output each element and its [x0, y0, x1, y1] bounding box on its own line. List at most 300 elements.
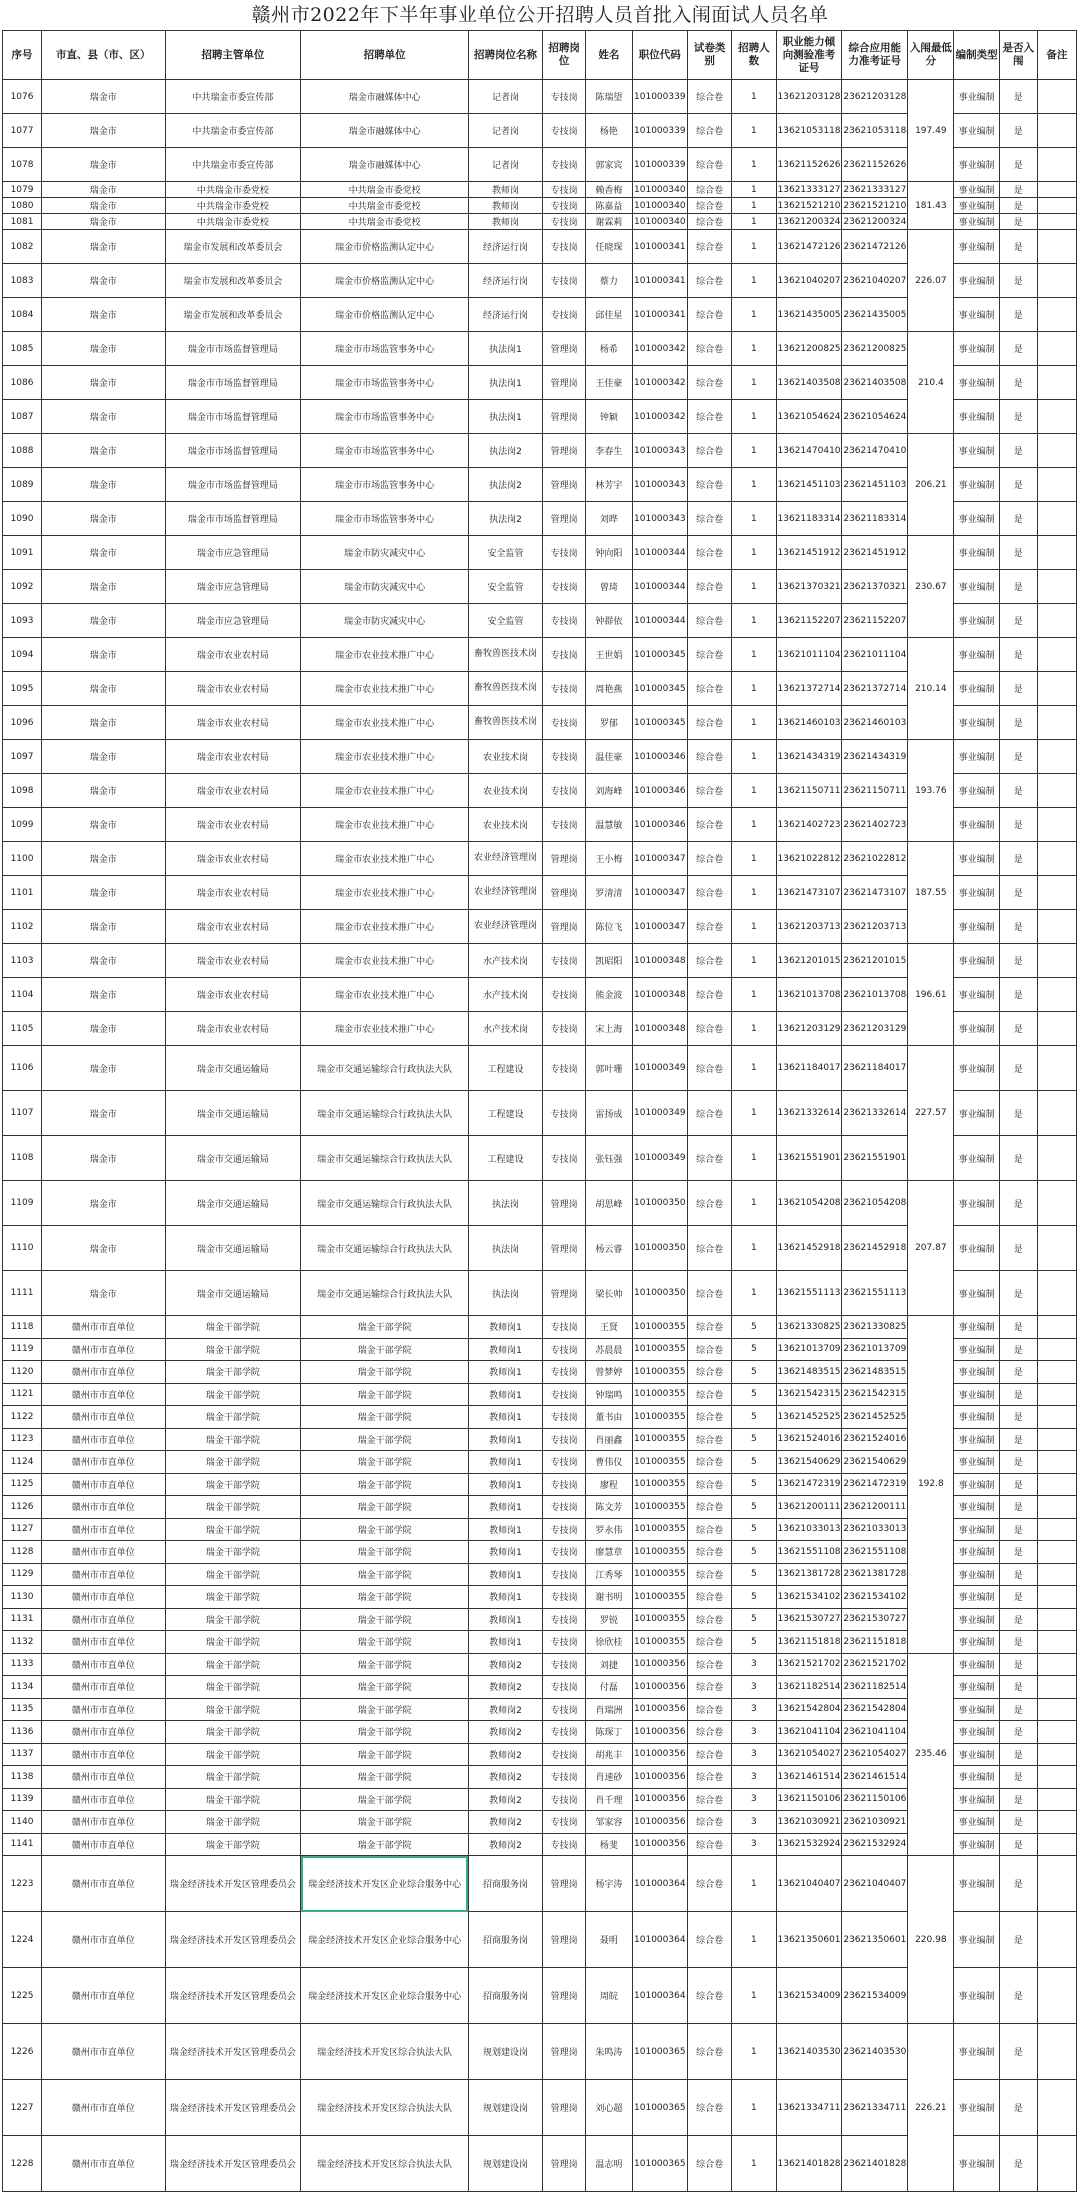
- seq-cell: 1084: [3, 298, 42, 332]
- shortlist-cell: 是: [999, 366, 1037, 400]
- min-score-cell: 193.76: [908, 740, 954, 842]
- paper-cell: 综合卷: [688, 1563, 732, 1586]
- seq-cell: 1076: [3, 80, 42, 114]
- exam1-id-cell: 13621350601: [776, 1912, 842, 1968]
- remark-cell: [1037, 1653, 1076, 1676]
- unit-cell: 瑞金市融媒体中心: [301, 114, 469, 148]
- code-cell: 101000340: [632, 198, 688, 214]
- exam1-id-cell: 13621184017: [776, 1046, 842, 1091]
- unit-cell: 瑞金市融媒体中心: [301, 80, 469, 114]
- post-name-cell: 招商服务岗: [468, 1856, 542, 1912]
- exam2-id-cell: 23621011104: [842, 638, 908, 672]
- header-cell: 是否入闱: [999, 31, 1037, 80]
- exam1-id-cell: 13621201015: [776, 944, 842, 978]
- shortlist-cell: 是: [999, 536, 1037, 570]
- paper-cell: 综合卷: [688, 434, 732, 468]
- staff-type-cell: 事业编制: [954, 366, 999, 400]
- staff-type-cell: 事业编制: [954, 2080, 999, 2136]
- seq-cell: 1081: [3, 214, 42, 230]
- paper-cell: 综合卷: [688, 332, 732, 366]
- min-score-cell: 227.57: [908, 1046, 954, 1181]
- unit-cell: 瑞金干部学院: [301, 1788, 469, 1811]
- exam2-id-cell: 23621022812: [842, 842, 908, 876]
- post-name-cell: 教师岗2: [468, 1721, 542, 1744]
- paper-cell: 综合卷: [688, 1046, 732, 1091]
- exam1-id-cell: 13621403530: [776, 2024, 842, 2080]
- staff-type-cell: 事业编制: [954, 944, 999, 978]
- seq-cell: 1225: [3, 1968, 42, 2024]
- unit-cell: 瑞金经济技术开发区企业综合服务中心: [301, 1968, 469, 2024]
- dept-cell: 瑞金经济技术开发区管理委员会: [165, 2136, 301, 2192]
- seq-cell: 1098: [3, 774, 42, 808]
- remark-cell: [1037, 400, 1076, 434]
- table-row: [3, 182, 1077, 198]
- post-name-cell: 农业经济管理岗: [468, 910, 542, 944]
- paper-cell: 综合卷: [688, 182, 732, 198]
- region-cell: 赣州市市直单位: [42, 1383, 165, 1406]
- code-cell: 101000356: [632, 1811, 688, 1834]
- paper-cell: 综合卷: [688, 1451, 732, 1474]
- region-cell: 瑞金市: [42, 978, 165, 1012]
- unit-cell: 瑞金干部学院: [301, 1653, 469, 1676]
- name-cell: 凯昭阳: [586, 944, 632, 978]
- dept-cell: 瑞金市应急管理局: [165, 604, 301, 638]
- post-type-cell: 专技岗: [543, 808, 586, 842]
- staff-type-cell: 事业编制: [954, 298, 999, 332]
- remark-cell: [1037, 1338, 1076, 1361]
- staff-type-cell: 事业编制: [954, 740, 999, 774]
- post-name-cell: 执法岗: [468, 1271, 542, 1316]
- code-cell: 101000348: [632, 944, 688, 978]
- staff-type-cell: 事业编制: [954, 1091, 999, 1136]
- exam1-id-cell: 13621332614: [776, 1091, 842, 1136]
- name-cell: 徐欣桂: [586, 1631, 632, 1654]
- name-cell: 刘海峰: [586, 774, 632, 808]
- exam1-id-cell: 13621381728: [776, 1563, 842, 1586]
- quota-cell: 5: [732, 1406, 776, 1429]
- name-cell: 王小梅: [586, 842, 632, 876]
- code-cell: 101000342: [632, 366, 688, 400]
- name-cell: 郭叶珊: [586, 1046, 632, 1091]
- name-cell: 肖瑞洲: [586, 1698, 632, 1721]
- code-cell: 101000339: [632, 114, 688, 148]
- paper-cell: 综合卷: [688, 808, 732, 842]
- quota-cell: 5: [732, 1518, 776, 1541]
- name-cell: 杨艳: [586, 114, 632, 148]
- seq-cell: 1107: [3, 1091, 42, 1136]
- exam2-id-cell: 23621542804: [842, 1698, 908, 1721]
- dept-cell: 瑞金干部学院: [165, 1406, 301, 1429]
- post-name-cell: 教师岗2: [468, 1811, 542, 1834]
- quota-cell: 3: [732, 1788, 776, 1811]
- seq-cell: 1100: [3, 842, 42, 876]
- remark-cell: [1037, 502, 1076, 536]
- shortlist-cell: 是: [999, 706, 1037, 740]
- dept-cell: 瑞金市交通运输局: [165, 1226, 301, 1271]
- region-cell: 瑞金市: [42, 1136, 165, 1181]
- staff-type-cell: 事业编制: [954, 706, 999, 740]
- remark-cell: [1037, 570, 1076, 604]
- code-cell: 101000365: [632, 2024, 688, 2080]
- exam2-id-cell: 23621200825: [842, 332, 908, 366]
- region-cell: 瑞金市: [42, 1046, 165, 1091]
- quota-cell: 5: [732, 1541, 776, 1564]
- post-type-cell: 专技岗: [543, 298, 586, 332]
- exam1-id-cell: 13621011104: [776, 638, 842, 672]
- quota-cell: 1: [732, 80, 776, 114]
- post-type-cell: 专技岗: [543, 1811, 586, 1834]
- unit-cell: 瑞金干部学院: [301, 1721, 469, 1744]
- exam1-id-cell: 13621461514: [776, 1766, 842, 1789]
- region-cell: 瑞金市: [42, 774, 165, 808]
- table-row: [3, 638, 1077, 672]
- post-type-cell: 专技岗: [543, 230, 586, 264]
- code-cell: 101000341: [632, 230, 688, 264]
- post-type-cell: 专技岗: [543, 1496, 586, 1519]
- shortlist-cell: 是: [999, 1586, 1037, 1609]
- exam1-id-cell: 13621203129: [776, 1012, 842, 1046]
- post-name-cell: 执法岗1: [468, 332, 542, 366]
- quota-cell: 1: [732, 774, 776, 808]
- seq-cell: 1124: [3, 1451, 42, 1474]
- paper-cell: 综合卷: [688, 1586, 732, 1609]
- post-type-cell: 专技岗: [543, 1451, 586, 1474]
- region-cell: 赣州市市直单位: [42, 1653, 165, 1676]
- unit-cell: 瑞金干部学院: [301, 1563, 469, 1586]
- name-cell: 杨希: [586, 332, 632, 366]
- dept-cell: 瑞金市农业农村局: [165, 876, 301, 910]
- post-name-cell: 规划建设岗: [468, 2136, 542, 2192]
- exam1-id-cell: 13621530727: [776, 1608, 842, 1631]
- min-score-cell: 192.8: [908, 1316, 954, 1654]
- seq-cell: 1110: [3, 1226, 42, 1271]
- dept-cell: 瑞金市市场监督管理局: [165, 434, 301, 468]
- region-cell: 赣州市市直单位: [42, 1788, 165, 1811]
- paper-cell: 综合卷: [688, 706, 732, 740]
- code-cell: 101000350: [632, 1271, 688, 1316]
- seq-cell: 1094: [3, 638, 42, 672]
- post-name-cell: 执法岗1: [468, 366, 542, 400]
- dept-cell: 瑞金市交通运输局: [165, 1046, 301, 1091]
- remark-cell: [1037, 1518, 1076, 1541]
- shortlist-cell: 是: [999, 434, 1037, 468]
- unit-cell: 瑞金市农业技术推广中心: [301, 706, 469, 740]
- seq-cell: 1087: [3, 400, 42, 434]
- code-cell: 101000340: [632, 182, 688, 198]
- exam2-id-cell: 23621530727: [842, 1608, 908, 1631]
- quota-cell: 1: [732, 638, 776, 672]
- exam1-id-cell: 13621534009: [776, 1968, 842, 2024]
- quota-cell: 1: [732, 944, 776, 978]
- post-type-cell: 管理岗: [543, 366, 586, 400]
- code-cell: 101000348: [632, 978, 688, 1012]
- shortlist-cell: 是: [999, 1496, 1037, 1519]
- name-cell: 杨斐: [586, 1833, 632, 1856]
- exam2-id-cell: 23621054027: [842, 1743, 908, 1766]
- exam2-id-cell: 23621452918: [842, 1226, 908, 1271]
- post-type-cell: 管理岗: [543, 2136, 586, 2192]
- staff-type-cell: 事业编制: [954, 1383, 999, 1406]
- exam1-id-cell: 13621334711: [776, 2080, 842, 2136]
- unit-cell: 瑞金市市场监管事务中心: [301, 332, 469, 366]
- remark-cell: [1037, 604, 1076, 638]
- exam1-id-cell: 13621452918: [776, 1226, 842, 1271]
- quota-cell: 1: [732, 1181, 776, 1226]
- remark-cell: [1037, 638, 1076, 672]
- table-row: [3, 944, 1077, 978]
- quota-cell: 1: [732, 1091, 776, 1136]
- seq-cell: 1128: [3, 1541, 42, 1564]
- post-type-cell: 专技岗: [543, 1012, 586, 1046]
- region-cell: 瑞金市: [42, 502, 165, 536]
- quota-cell: 1: [732, 400, 776, 434]
- code-cell: 101000355: [632, 1518, 688, 1541]
- quota-cell: 1: [732, 1012, 776, 1046]
- region-cell: 赣州市市直单位: [42, 1912, 165, 1968]
- shortlist-cell: 是: [999, 1766, 1037, 1789]
- quota-cell: 1: [732, 1046, 776, 1091]
- code-cell: 101000355: [632, 1316, 688, 1339]
- shortlist-cell: 是: [999, 2024, 1037, 2080]
- unit-cell: 瑞金干部学院: [301, 1811, 469, 1834]
- exam2-id-cell: 23621203713: [842, 910, 908, 944]
- unit-cell: 瑞金干部学院: [301, 1338, 469, 1361]
- code-cell: 101000342: [632, 400, 688, 434]
- post-name-cell: 教师岗1: [468, 1361, 542, 1384]
- paper-cell: 综合卷: [688, 1136, 732, 1181]
- exam1-id-cell: 13621460103: [776, 706, 842, 740]
- region-cell: 赣州市市直单位: [42, 1361, 165, 1384]
- exam2-id-cell: 23621333127: [842, 182, 908, 198]
- name-cell: 董书由: [586, 1406, 632, 1429]
- code-cell: 101000349: [632, 1136, 688, 1181]
- dept-cell: 瑞金干部学院: [165, 1316, 301, 1339]
- paper-cell: 综合卷: [688, 1518, 732, 1541]
- quota-cell: 3: [732, 1698, 776, 1721]
- exam1-id-cell: 13621435005: [776, 298, 842, 332]
- region-cell: 赣州市市直单位: [42, 1496, 165, 1519]
- min-score-cell: 187.55: [908, 842, 954, 944]
- header-cell: 备注: [1037, 31, 1076, 80]
- code-cell: 101000356: [632, 1766, 688, 1789]
- code-cell: 101000341: [632, 298, 688, 332]
- exam2-id-cell: 23621452525: [842, 1406, 908, 1429]
- shortlist-cell: 是: [999, 502, 1037, 536]
- code-cell: 101000344: [632, 536, 688, 570]
- name-cell: 罗永伟: [586, 1518, 632, 1541]
- post-name-cell: 执法岗2: [468, 468, 542, 502]
- code-cell: 101000348: [632, 1012, 688, 1046]
- staff-type-cell: 事业编制: [954, 264, 999, 298]
- remark-cell: [1037, 1541, 1076, 1564]
- unit-cell: 中共瑞金市委党校: [301, 214, 469, 230]
- post-name-cell: 记者岗: [468, 80, 542, 114]
- seq-cell: 1125: [3, 1473, 42, 1496]
- dept-cell: 瑞金干部学院: [165, 1496, 301, 1519]
- exam1-id-cell: 13621551901: [776, 1136, 842, 1181]
- header-cell: 职位代码: [632, 31, 688, 80]
- shortlist-cell: 是: [999, 1856, 1037, 1912]
- region-cell: 瑞金市: [42, 468, 165, 502]
- unit-cell: 瑞金干部学院: [301, 1496, 469, 1519]
- post-type-cell: 专技岗: [543, 638, 586, 672]
- name-cell: 朱鸣涛: [586, 2024, 632, 2080]
- exam1-id-cell: 13621183314: [776, 502, 842, 536]
- remark-cell: [1037, 1631, 1076, 1654]
- remark-cell: [1037, 1428, 1076, 1451]
- shortlist-cell: 是: [999, 468, 1037, 502]
- unit-cell: 瑞金市交通运输综合行政执法大队: [301, 1271, 469, 1316]
- min-score-cell: 220.98: [908, 1856, 954, 2024]
- post-type-cell: 专技岗: [543, 1653, 586, 1676]
- header-cell: 职业能力倾向测验准考证号: [776, 31, 842, 80]
- paper-cell: 综合卷: [688, 2080, 732, 2136]
- header-cell: 编制类型: [954, 31, 999, 80]
- dept-cell: 中共瑞金市委宣传部: [165, 114, 301, 148]
- staff-type-cell: 事业编制: [954, 604, 999, 638]
- unit-cell: 瑞金干部学院: [301, 1361, 469, 1384]
- shortlist-cell: 是: [999, 808, 1037, 842]
- paper-cell: 综合卷: [688, 876, 732, 910]
- paper-cell: 综合卷: [688, 230, 732, 264]
- post-name-cell: 教师岗1: [468, 1406, 542, 1429]
- paper-cell: 综合卷: [688, 1608, 732, 1631]
- post-name-cell: 执法岗: [468, 1226, 542, 1271]
- exam1-id-cell: 13621402723: [776, 808, 842, 842]
- shortlist-cell: 是: [999, 1653, 1037, 1676]
- remark-cell: [1037, 1698, 1076, 1721]
- post-type-cell: 专技岗: [543, 1316, 586, 1339]
- post-type-cell: 管理岗: [543, 1912, 586, 1968]
- post-name-cell: 工程建设: [468, 1091, 542, 1136]
- exam1-id-cell: 13621040207: [776, 264, 842, 298]
- unit-cell: 瑞金市农业技术推广中心: [301, 944, 469, 978]
- quota-cell: 1: [732, 148, 776, 182]
- dept-cell: 中共瑞金市委党校: [165, 198, 301, 214]
- remark-cell: [1037, 910, 1076, 944]
- remark-cell: [1037, 2080, 1076, 2136]
- region-cell: 瑞金市: [42, 944, 165, 978]
- post-name-cell: 规划建设岗: [468, 2080, 542, 2136]
- quota-cell: 3: [732, 1743, 776, 1766]
- seq-cell: 1099: [3, 808, 42, 842]
- post-name-cell: 教师岗1: [468, 1586, 542, 1609]
- exam2-id-cell: 23621403508: [842, 366, 908, 400]
- region-cell: 瑞金市: [42, 298, 165, 332]
- exam2-id-cell: 23621041104: [842, 1721, 908, 1744]
- dept-cell: 瑞金市发展和改革委员会: [165, 230, 301, 264]
- quota-cell: 5: [732, 1473, 776, 1496]
- remark-cell: [1037, 298, 1076, 332]
- post-name-cell: 教师岗1: [468, 1473, 542, 1496]
- exam1-id-cell: 13621033013: [776, 1518, 842, 1541]
- code-cell: 101000341: [632, 264, 688, 298]
- header-cell: 招聘主管单位: [165, 31, 301, 80]
- post-name-cell: 水产技术岗: [468, 1012, 542, 1046]
- paper-cell: 综合卷: [688, 978, 732, 1012]
- quota-cell: 5: [732, 1631, 776, 1654]
- shortlist-cell: 是: [999, 80, 1037, 114]
- exam2-id-cell: 23621201015: [842, 944, 908, 978]
- post-name-cell: 教师岗1: [468, 1518, 542, 1541]
- table-row: [3, 2024, 1077, 2080]
- quota-cell: 1: [732, 502, 776, 536]
- post-type-cell: 专技岗: [543, 1676, 586, 1699]
- dept-cell: 瑞金市农业农村局: [165, 672, 301, 706]
- remark-cell: [1037, 808, 1076, 842]
- code-cell: 101000347: [632, 842, 688, 876]
- exam2-id-cell: 23621203129: [842, 1012, 908, 1046]
- name-cell: 杨宇涛: [586, 1856, 632, 1912]
- dept-cell: 瑞金市农业农村局: [165, 910, 301, 944]
- seq-cell: 1086: [3, 366, 42, 400]
- region-cell: 赣州市市直单位: [42, 1676, 165, 1699]
- post-type-cell: 专技岗: [543, 1136, 586, 1181]
- remark-cell: [1037, 198, 1076, 214]
- shortlist-cell: 是: [999, 876, 1037, 910]
- remark-cell: [1037, 2136, 1076, 2192]
- name-cell: 周皖: [586, 1968, 632, 2024]
- dept-cell: 瑞金干部学院: [165, 1653, 301, 1676]
- staff-type-cell: 事业编制: [954, 1631, 999, 1654]
- post-name-cell: 教师岗: [468, 214, 542, 230]
- post-name-cell: 教师岗1: [468, 1496, 542, 1519]
- shortlist-cell: 是: [999, 1788, 1037, 1811]
- region-cell: 瑞金市: [42, 214, 165, 230]
- dept-cell: 瑞金市市场监督管理局: [165, 332, 301, 366]
- header-cell: 姓名: [586, 31, 632, 80]
- seq-cell: 1090: [3, 502, 42, 536]
- shortlist-cell: 是: [999, 1271, 1037, 1316]
- quota-cell: 5: [732, 1586, 776, 1609]
- name-cell: 张钰强: [586, 1136, 632, 1181]
- dept-cell: 瑞金干部学院: [165, 1451, 301, 1474]
- shortlist-cell: 是: [999, 842, 1037, 876]
- exam1-id-cell: 13621451103: [776, 468, 842, 502]
- post-type-cell: 管理岗: [543, 1968, 586, 2024]
- seq-cell: 1103: [3, 944, 42, 978]
- paper-cell: 综合卷: [688, 774, 732, 808]
- region-cell: 赣州市市直单位: [42, 1766, 165, 1789]
- name-cell: 温佳豪: [586, 740, 632, 774]
- region-cell: 赣州市市直单位: [42, 1473, 165, 1496]
- dept-cell: 瑞金干部学院: [165, 1518, 301, 1541]
- seq-cell: 1131: [3, 1608, 42, 1631]
- exam1-id-cell: 13621152207: [776, 604, 842, 638]
- post-name-cell: 畜牧兽医技术岗: [468, 638, 542, 672]
- staff-type-cell: 事业编制: [954, 672, 999, 706]
- quota-cell: 1: [732, 740, 776, 774]
- code-cell: 101000355: [632, 1631, 688, 1654]
- seq-cell: 1085: [3, 332, 42, 366]
- exam2-id-cell: 23621330825: [842, 1316, 908, 1339]
- post-name-cell: 教师岗2: [468, 1833, 542, 1856]
- remark-cell: [1037, 1608, 1076, 1631]
- code-cell: 101000356: [632, 1653, 688, 1676]
- name-cell: 杨云睿: [586, 1226, 632, 1271]
- staff-type-cell: 事业编制: [954, 1316, 999, 1339]
- unit-cell: 瑞金市市场监管事务中心: [301, 502, 469, 536]
- post-type-cell: 专技岗: [543, 1406, 586, 1429]
- staff-type-cell: 事业编制: [954, 808, 999, 842]
- region-cell: 瑞金市: [42, 1012, 165, 1046]
- min-score-cell: 207.87: [908, 1181, 954, 1316]
- code-cell: 101000345: [632, 638, 688, 672]
- region-cell: 瑞金市: [42, 570, 165, 604]
- region-cell: 瑞金市: [42, 80, 165, 114]
- staff-type-cell: 事业编制: [954, 978, 999, 1012]
- post-type-cell: 专技岗: [543, 1541, 586, 1564]
